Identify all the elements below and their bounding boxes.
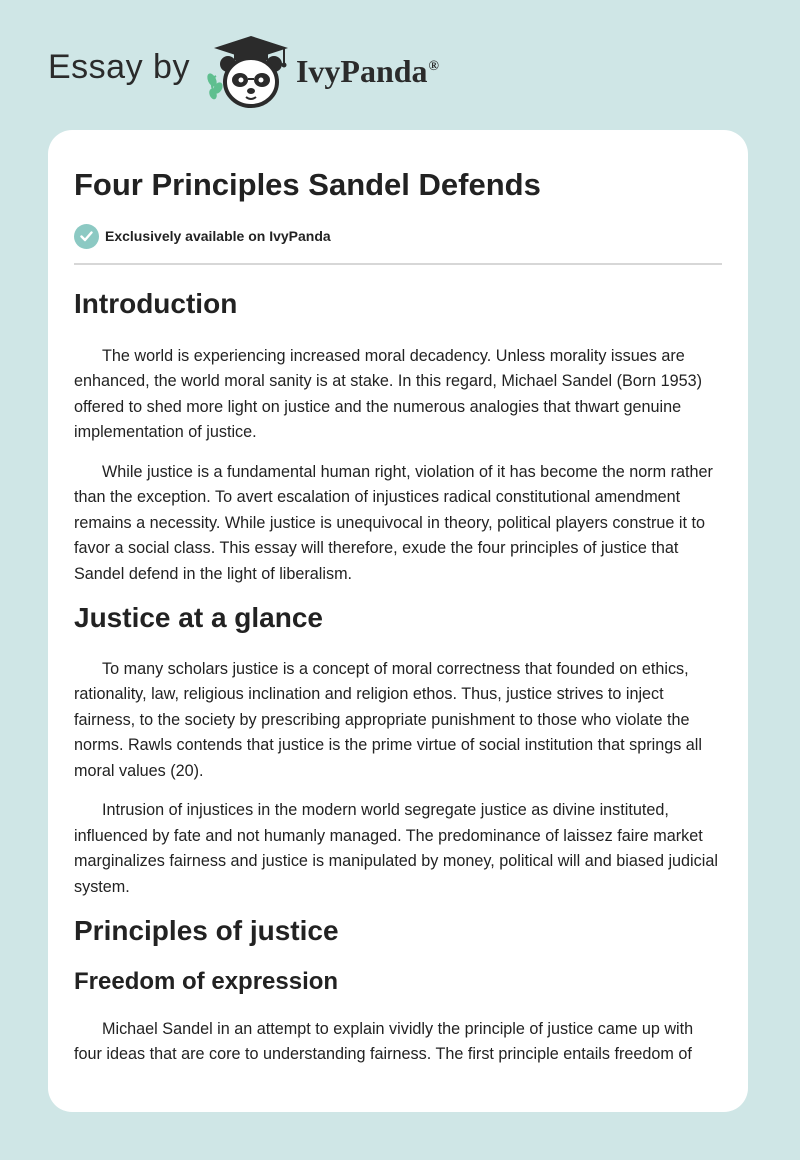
subsection-heading-freedom-of-expression: Freedom of expression: [74, 967, 339, 995]
brand-text: IvyPanda: [295, 52, 428, 89]
panda-graduate-icon[interactable]: [204, 30, 290, 110]
section-heading-justice-at-a-glance: Justice at a glance: [74, 602, 324, 634]
exclusive-badge: [74, 223, 722, 249]
section-heading-introduction: Introduction: [74, 288, 238, 320]
paragraph: Michael Sandel in an attempt to explain vividly the principle of justice came up with four ideas that are core to understanding fairness. The first principle entails freedom of: [74, 1019, 694, 1064]
paragraph: The world is experiencing increased moral decadency. Unless morality issues are enhanced, the world moral sanity is at stake. In this regard, Michael Sandel (Born 1953) offered to shed more light on justice and the numerous analogies that thwart genuine implementation of justice.: [74, 346, 703, 442]
title-divider: [74, 263, 722, 265]
panda-logo-svg: [204, 30, 290, 110]
section-heading-principles-of-justice: Principles of justice: [74, 915, 339, 947]
exclusive-badge-text: Exclusively available on IvyPanda: [105, 228, 331, 245]
site-header: [48, 30, 508, 110]
paragraph: While justice is a fundamental human right, violation of it has become the norm rather than the exception. To avert escalation of injustices radical constitutional amendment remains a necessity. While justice is unequivocal in theory, political players construe it to favor a social class. This essay will therefore, exude the four principles of justice that Sandel defend in the light of liberalism.: [74, 462, 713, 583]
registered-mark: ®: [428, 58, 440, 74]
essay-card: [48, 130, 748, 1112]
paragraph: Intrusion of injustices in the modern world segregate justice as divine instituted, influenced by fate and not humanly managed. The predominance of laissez faire market marginalizes fairness and justice is manipulated by money, political will and biased judicial system.: [74, 801, 718, 896]
essay-by-label: Essay by: [48, 47, 190, 86]
brand-name[interactable]: [296, 53, 439, 90]
page-title: Four Principles Sandel Defends: [74, 167, 541, 202]
paragraph: To many scholars justice is a concept of moral correctness that founded on ethics, rationality, law, religious inclination and religion ethos. Thus, justice strives to inject fairness, to the society by prescribing appropriate punishment to those who violate the norms. Rawls contends that justice is the prime virtue of social institution that springs all moral values (20).: [74, 659, 702, 780]
check-circle-icon: [74, 224, 99, 249]
